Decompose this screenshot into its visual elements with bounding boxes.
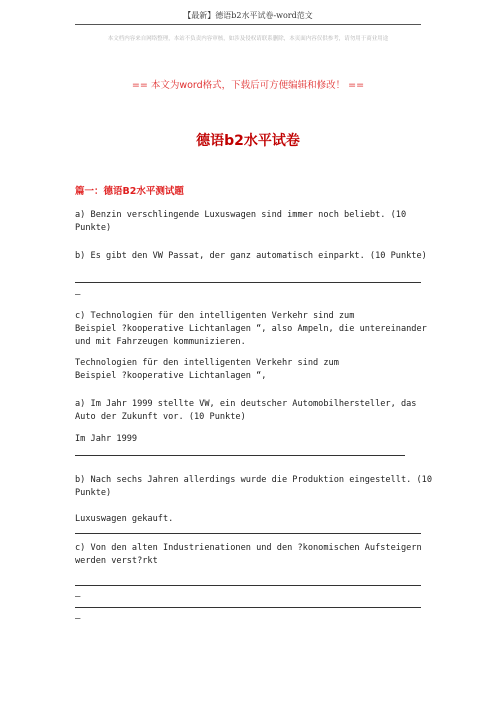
answer-line xyxy=(75,585,421,586)
question-a1-line1: a) Benzin verschlingende Luxuswagen sind immer noch beliebt. (10 xyxy=(75,210,407,220)
question-b2-line2: Punkte) xyxy=(75,488,112,498)
question-b1: b) Es gibt den VW Passat, der ganz automatisch einparkt. (10 Punkte) xyxy=(75,251,427,261)
question-c1-line2: Beispiel ?kooperative Lichtanlagen “, also Ampeln, die untereinander xyxy=(75,324,427,334)
answer-c1-line1: Technologien für den intelligenten Verkehr sind zum xyxy=(75,358,339,368)
question-b2-line1: b) Nach sechs Jahren allerdings wurde die Produktion eingestellt. (10 xyxy=(75,475,432,485)
question-a2-line1: a) Im Jahr 1999 stellte VW, ein deutscher Automobilhersteller, das xyxy=(75,399,417,409)
question-c2-line1: c) Von den alten Industrienationen und den ?konomischen Aufsteigern xyxy=(75,543,422,553)
document-header-title: 【最新】德语b2水平试卷-word范文 xyxy=(183,11,313,20)
disclaimer-text: 本文档内容来自网络整理，本站不负责内容审核，如涉及侵权请联系删除，本页面内容仅供参考，请勿用于商业用途 xyxy=(107,36,389,42)
answer-line xyxy=(75,282,421,283)
question-c2-line2: werden verst?rkt xyxy=(75,556,158,566)
page-title: 德语b2水平试卷 xyxy=(196,133,300,149)
answer-c1-line2: Beispiel ?kooperative Lichtanlagen “, xyxy=(75,371,267,381)
answer-line xyxy=(75,455,405,456)
question-a2-line2: Auto der Zukunft vor. (10 Punkte) xyxy=(75,412,246,422)
section-heading: 篇一：德语B2水平测试题 xyxy=(75,186,184,197)
answer-line xyxy=(75,607,421,608)
header-divider xyxy=(75,24,421,25)
answer-line xyxy=(75,533,421,534)
question-c1-line3: und mit Fahrzeugen kommunizieren. xyxy=(75,337,246,347)
answer-dash: — xyxy=(75,592,81,602)
answer-dash: — xyxy=(75,290,81,300)
word-format-notice: == 本文为word格式，下载后可方便编辑和修改！ == xyxy=(131,80,365,91)
answer-a2-start: Im Jahr 1999 xyxy=(75,434,138,444)
answer-b2: Luxuswagen gekauft. xyxy=(75,514,174,524)
answer-dash: — xyxy=(75,614,81,624)
question-c1-line1: c) Technologien für den intelligenten Verkehr sind zum xyxy=(75,311,355,321)
question-a1-line2: Punkte) xyxy=(75,223,112,233)
